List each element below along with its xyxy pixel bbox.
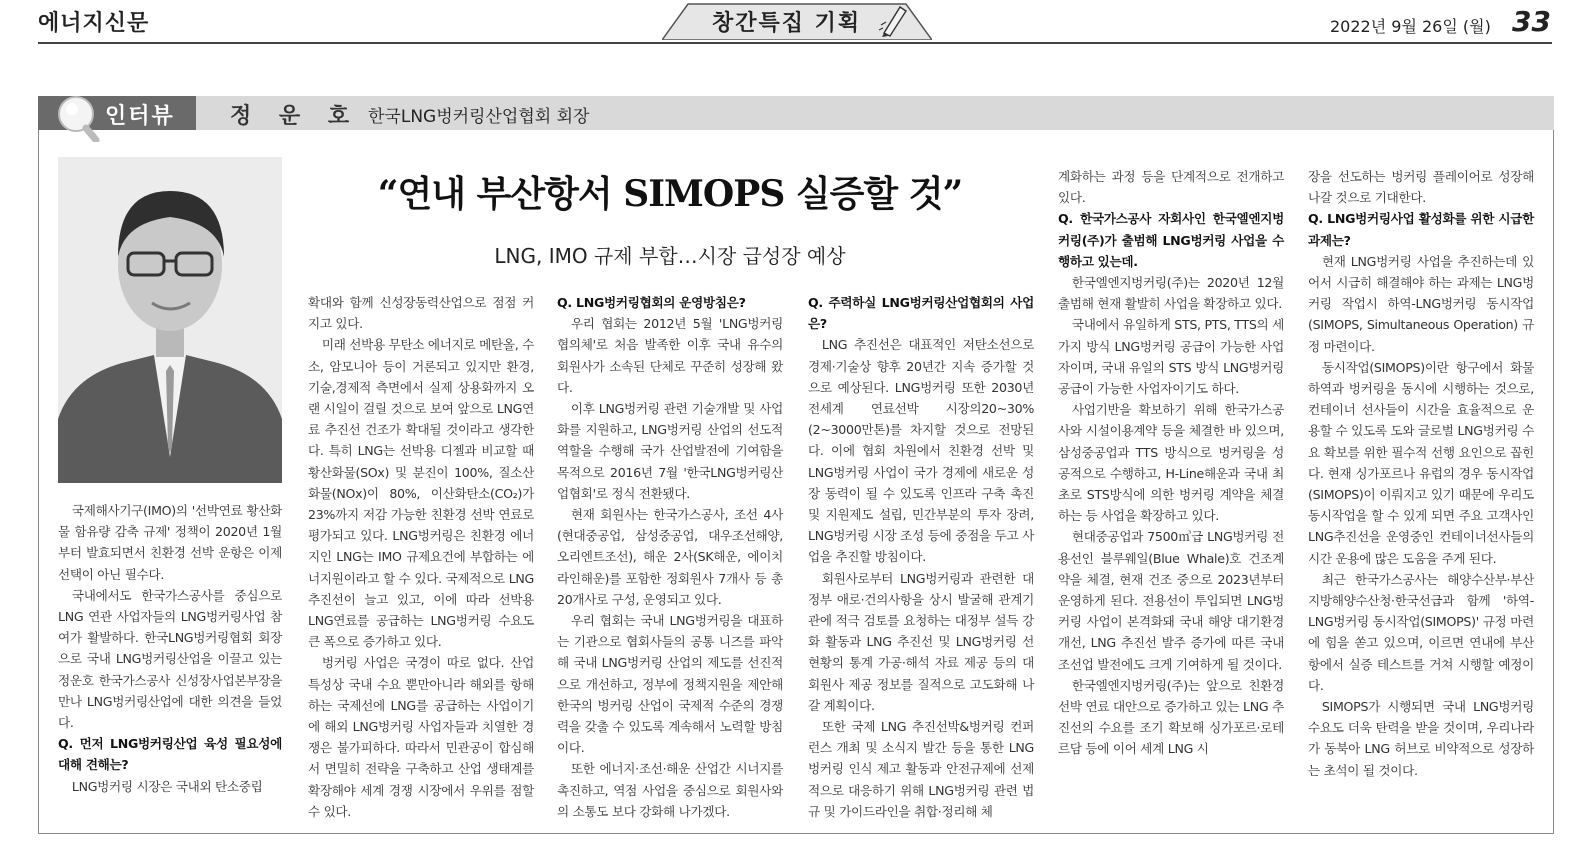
article-paragraph: 현재 LNG벙커링 사업을 추진하는데 있어서 시급히 해결해야 하는 과제는 LNG벙커링 작업시 하역-LNG벙커링 동시작업(SIMOPS, Simultaneous Operation) 규정 마련이다. [1308,253,1534,354]
article-paragraph: 장을 선도하는 벙커링 플레이어로 성장해 나갈 것으로 기대한다. [1308,169,1534,206]
body-column-5 [1058,166,1284,760]
headline: “연내 부산항서 SIMOPS 실증할 것” [377,173,963,215]
masthead-rule [38,42,1552,44]
interview-question: Q. 먼저 LNG벙커링산업 육성 필요성에 대해 견해는? [58,736,282,773]
body-column-3 [557,292,783,822]
interviewee-photo [58,157,282,483]
portrait-illustration [58,157,282,483]
article-paragraph: 동시작업(SIMOPS)이란 항구에서 화물하역과 벙커링을 동시에 시행하는 것으로, 컨테이너 선사들이 시간을 효율적으로 운용할 수 있도록 도와 글로벌 LNG벙커링 수요 확보를 위한 필수적 선행 요인으로 꼽힌다. 현재 싱가포르나 유럽의 경우 동시작업(SIMOPS)이 이뤄지고 있기 때문에 우리도 동시작업을 할 수 있게 되면 주요 고객사인 LNG추진선을 운영중인 컨테이너선사들의 시간 운용에 많은 도움을 주게 된다. [1308,359,1534,566]
interviewee-role: 한국LNG벙커링산업협회 회장 [368,107,590,127]
article-paragraph: SIMOPS가 시행되면 국내 LNG벙커링 수요도 더욱 탄력을 받을 것이며, 우리나라가 동북아 LNG 허브로 비약적으로 성장하는 초석이 될 것이다. [1308,699,1534,778]
pencil-icon [878,3,908,37]
article-paragraph: 국내에서 유일하게 STS, PTS, TTS의 세가지 방식 LNG벙커링 공급이 가능한 사업자이며, 국내 유일의 STS 방식 LNG벙커링 공급이 가능한 사업자이기도 하다. [1058,317,1284,397]
article-paragraph: 또한 국제 LNG 추진선박&벙커링 컨퍼런스 개최 및 소식지 발간 등을 통한 LNG벙커링 인식 제고 활동과 안전규제에 선제적으로 대응하기 위해 LNG벙커링 관련 법규 및 가이드라인을 취합·정리해 체 [808,719,1034,819]
issue-date: 2022년 9월 26일 (월) [1330,17,1491,36]
article-paragraph: 현재 회원사는 한국가스공사, 조선 4사(현대중공업, 삼성중공업, 대우조선해양, 오리엔트조선), 해운 2사(SK해운, 에이치라인해운)를 포함한 정회원사 7개사 등 총 20개사로 구성, 운영되고 있다. [557,507,783,607]
newspaper-name: 에너지신문 [38,11,150,36]
subheadline: LNG, IMO 규제 부합…시장 급성장 예상 [494,244,846,268]
article-paragraph: 미래 선박용 무탄소 에너지로 메탄올, 수소, 암모니아 등이 거론되고 있지만 환경,기술,경제적 측면에서 실제 상용화까지 오랜 시일이 걸릴 것으로 보여 앞으로 LNG연료 추진선 건조가 확대될 것이라고 생각한다. 특히 LNG는 선박용 디젤과 비교할 때 황산화물(SOx) 및 분진이 100%, 질소산화물(NOx)이 80%, 이산화탄소(CO₂)가 23%까지 저감 가능한 친환경 선박 연료로 평가되고 있다. LNG벙커링은 친환경 에너지인 LNG는 IMO 규제요건에 부합하는 에너지원이라고 할 수 있다. 국제적으로 LNG추진선이 늘고 있고, 이에 따라 선박용 LNG연료를 공급하는 LNG벙커링 수요도 큰 폭으로 증가하고 있다. [308,337,534,650]
article-paragraph: LNG 추진선은 대표적인 저탄소선으로 경제·기술상 향후 20년간 지속 증가할 것으로 예상된다. LNG벙커링 또한 2030년 전세계 연료선박 시장의20~30%(2~3000만톤)를 차지할 것으로 전망된다. 이에 협회 차원에서 친환경 선박 및 LNG벙커링 사업이 국가 경제에 새로운 성장 동력이 될 수 있도록 인프라 구축 촉진 및 지원제도 설립, 민간부분의 투자 장려, LNG벙커링 시장 조성 등에 중점을 두고 사업을 추진할 방침이다. [808,337,1034,565]
body-column-4 [808,292,1034,822]
article-paragraph: 확대와 함께 신성장동력산업으로 점점 커지고 있다. [308,295,534,332]
article-paragraph: LNG벙커링 시장은 국내외 탄소중립 [71,778,263,794]
body-column-1 [58,500,282,797]
article-paragraph: 벙커링 사업은 국경이 따로 없다. 산업 특성상 국내 수요 뿐만아니라 해외를 항해하는 국제선에 LNG를 공급하는 사업이기에 해외 LNG벙커링 사업자들과 치열한 경쟁은 불가피하다. 따라서 민관공이 합심해서 면밀히 전략을 구축하고 산업 생태계를 확장해야 세계 경쟁 시장에서 우위를 점할 수 있다. [308,655,534,819]
interview-question: Q. 주력하실 LNG벙커링산업협회의 사업은? [808,295,1034,332]
section-tab [662,0,932,40]
interview-question: Q. LNG벙커링협회의 운영방침은? [557,295,746,310]
article-paragraph: 계화하는 과정 등을 단계적으로 전개하고 있다. [1058,169,1284,206]
article-paragraph: 현대중공업과 7500㎥급 LNG벙커링 전용선인 블루웨일(Blue Whale)호 건조계약을 체결, 현재 건조 중으로 2023년부터 운영하게 된다. 전용선이 투입되면 LNG벙커링 사업이 본격화돼 국내 해양 대기환경 개선, LNG 추진선 발주 증가에 따른 국내 조선업 발전에도 크게 기여하게 될 것이다. [1058,529,1284,672]
article-paragraph: 또한 에너지·조선·해운 산업간 시너지를 촉진하고, 역점 사업을 중심으로 회원사와의 소통도 보다 강화해 나가겠다. [557,761,783,819]
body-column-2 [308,292,534,822]
article-paragraph: 회원사로부터 LNG벙커링과 관련한 대정부 애로·건의사항을 상시 발굴해 관계기관에 적극 검토를 요청하는 대정부 설득 강화 활동과 LNG 추진선 및 LNG벙커링 선 현황의 통계 가공·해석 자료 제공 등의 대 회원사 제공 정보를 질적으로 고도화해 나갈 계획이다. [808,570,1034,713]
section-label: 창간특집 기획 [712,11,862,36]
interviewee-name: 정 운 호 [230,104,360,129]
interview-label: 인터뷰 [105,104,175,129]
article-paragraph: 국내에서도 한국가스공사를 중심으로 LNG 연관 사업자들의 LNG벙커링사업 참여가 활발하다. 한국LNG벙커링협회 회장으로 국내 LNG벙커링산업을 이끌고 있는 정운호 한국가스공사 신성장사업본부장을 만나 LNG벙커링산업에 대한 의견을 들었다. [58,587,282,731]
article-paragraph: 우리 협회는 2012년 5월 'LNG벙커링협의체'로 처음 발족한 이후 국내 유수의 회원사가 소속된 단체로 꾸준히 성장해 왔다. [557,316,783,395]
article-paragraph: 이후 LNG벙커링 관련 기술개발 및 사업화를 지원하고, LNG벙커링 산업의 선도적 역할을 수행해 국가 산업발전에 기여함을 목적으로 2016년 7월 '한국LNG벙커링산업협회'로 정식 전환됐다. [557,401,783,501]
article-paragraph: 최근 한국가스공사는 해양수산부·부산지방해양수산청·한국선급과 함께 '하역-LNG벙커링 동시작업(SIMOPS)' 규정 마련에 힘을 쏟고 있으며, 이르면 연내에 부산항에서 실증 테스트를 거쳐 시행할 예정이다. [1308,571,1534,693]
article-paragraph: 국제해사기구(IMO)의 '선박연료 황산화물 함유량 감축 규제' 정책이 2020년 1월부터 발효되면서 친환경 선박 운항은 이제 선택이 아닌 필수다. [58,503,282,582]
article-paragraph: 한국엘엔지벙커링(주)는 앞으로 친환경 선박 연료 대안으로 증가하고 있는 LNG 추진선의 수요를 조기 확보해 싱가포르·로테르담 등에 이어 세계 LNG 시 [1058,677,1284,757]
interview-question: Q. LNG벙커링사업 활성화를 위한 시급한 과제는? [1308,211,1534,248]
article-paragraph: 우리 협회는 국내 LNG벙커링을 대표하는 기관으로 협회사들의 공통 니즈를 파악해 국내 LNG벙커링 산업의 제도를 선진적으로 개선하고, 정부에 정책지원을 제안해 한국의 벙커링 산업이 국제적 수준의 경쟁력을 갖출 수 있도록 계속해서 노력할 방침이다. [557,613,783,756]
body-column-6 [1308,166,1534,781]
magnifier-icon [56,92,100,142]
article-paragraph: 한국엘엔지벙커링(주)는 2020년 12월 출범해 현재 활발히 사업을 확장하고 있다. [1058,275,1284,312]
interview-question: Q. 한국가스공사 자회사인 한국엘엔지벙커링(주)가 출범해 LNG벙커링 사업을 수행하고 있는데. [1058,211,1284,269]
article-paragraph: 사업기반을 확보하기 위해 한국가스공사와 시설이용계약 등을 체결한 바 있으며, 삼성중공업과 TTS 방식으로 벙커링을 성공적으로 수행하고, H-Line해운과 국내 최초로 STS방식에 의한 벙커링 계약을 체결하는 등 사업을 확장하고 있다. [1058,402,1284,524]
masthead [0,0,1588,44]
page-number: 33 [1512,5,1551,38]
